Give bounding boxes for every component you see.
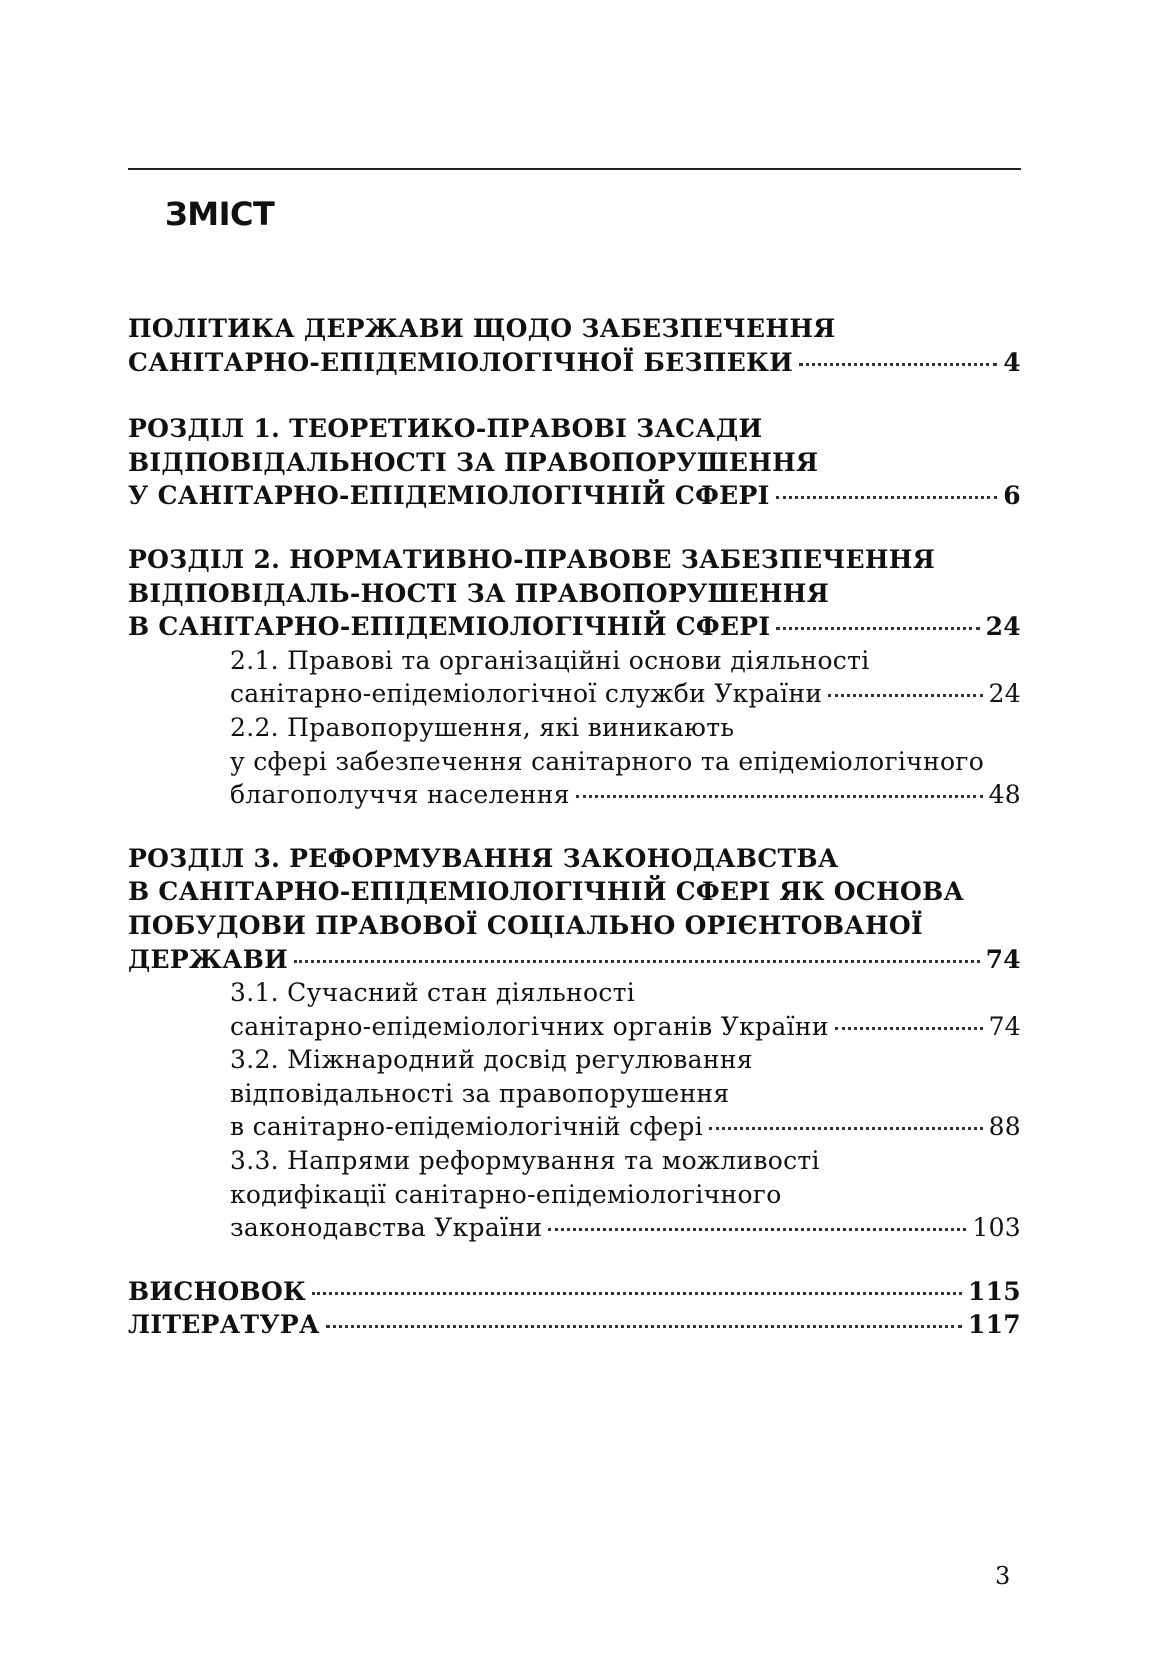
dot-leader	[576, 795, 983, 798]
toc-page-number: 115	[967, 1276, 1021, 1306]
toc-page-number: 74	[985, 944, 1021, 974]
toc-entry-section-2[interactable]	[128, 543, 1021, 644]
toc-entry-line: ВІДПОВІДАЛЬ-НОСТІ ЗА ПРАВОПОРУШЕННЯ	[128, 578, 830, 608]
toc-entry-text: В САНІТАРНО-ЕПІДЕМІОЛОГІЧНІЙ СФЕРІ	[128, 612, 771, 642]
toc-entry-text: благополуччя населення	[230, 780, 570, 810]
dot-leader	[776, 627, 979, 630]
toc-entry-leader-line	[128, 943, 1021, 977]
toc-entry-text: ВИСНОВОК	[128, 1276, 307, 1306]
toc-page-number: 74	[988, 1011, 1021, 1041]
toc-page-number: 24	[985, 612, 1021, 642]
toc-page-number: 24	[988, 679, 1021, 709]
toc-entry-line: РОЗДІЛ 1. ТЕОРЕТИКО-ПРАВОВІ ЗАСАДИ	[128, 414, 763, 444]
toc-entry-leader-line	[230, 1110, 1021, 1144]
toc-entry-line: 2.2. Правопорушення, які виникають	[230, 712, 735, 742]
toc-subentry-3-3[interactable]	[128, 1144, 1021, 1245]
toc-page-number: 6	[1003, 481, 1021, 511]
toc-heading: ЗМІСТ	[165, 195, 275, 233]
toc-entry-line: кодифікації санітарно-епідеміологічного	[230, 1179, 782, 1209]
toc-entry-line: РОЗДІЛ 2. НОРМАТИВНО-ПРАВОВЕ ЗАБЕЗПЕЧЕННЯ	[128, 544, 936, 574]
page-number: 3	[995, 1562, 1011, 1590]
toc-entry-text: санітарно-епідеміологічної служби України	[230, 679, 823, 709]
toc-page-number: 103	[972, 1213, 1021, 1243]
toc-entry-leader-line	[128, 1275, 1021, 1309]
toc-entry-conclusion[interactable]	[128, 1275, 1021, 1309]
toc-entry-line: В САНІТАРНО-ЕПІДЕМІОЛОГІЧНІЙ СФЕРІ ЯК ОСНОВА	[128, 877, 965, 907]
toc-entry-line: ПОБУДОВИ ПРАВОВОЇ СОЦІАЛЬНО ОРІЄНТОВАНОЇ	[128, 910, 923, 940]
toc-entry-text: У САНІТАРНО-ЕПІДЕМІОЛОГІЧНІЙ СФЕРІ	[128, 481, 770, 511]
toc-entry-leader-line	[230, 778, 1021, 812]
dot-leader	[835, 1027, 983, 1030]
toc-entry-leader-line	[230, 677, 1021, 711]
dot-leader	[326, 1325, 962, 1328]
dot-leader	[312, 1292, 962, 1295]
toc-entry-section-1[interactable]	[128, 412, 1021, 513]
toc-entry-section-3[interactable]	[128, 842, 1021, 976]
toc-subentry-3-1[interactable]	[128, 976, 1021, 1043]
toc-entry-text: в санітарно-епідеміологічній сфері	[230, 1112, 704, 1142]
toc-entry-leader-line	[230, 1211, 1021, 1245]
toc-entry-text: ДЕРЖАВИ	[128, 944, 289, 974]
toc-entry-line: у сфері забезпечення санітарного та епідеміологічного	[230, 746, 985, 776]
toc-entry-literature[interactable]	[128, 1308, 1021, 1342]
toc-entry-line: 3.3. Напрями реформування та можливості	[230, 1146, 820, 1176]
toc-entry-text: ЛІТЕРАТУРА	[128, 1310, 320, 1340]
toc-entry-text: законодавства України	[230, 1213, 543, 1243]
toc-entry-line: відповідальності за правопорушення	[230, 1078, 730, 1108]
toc-entry-line: ПОЛІТИКА ДЕРЖАВИ ЩОДО ЗАБЕЗПЕЧЕННЯ	[128, 314, 836, 343]
toc-entry-line: 3.2. Міжнародний досвід регулювання	[230, 1045, 753, 1075]
toc-page-number: 88	[988, 1112, 1021, 1142]
toc-page-number: 4	[1003, 347, 1021, 377]
toc-entry-leader-line	[128, 346, 1021, 380]
toc-entry-line: 2.1. Правові та організаційні основи діяльності	[230, 645, 870, 675]
dot-leader	[828, 694, 982, 697]
toc-subentry-3-2[interactable]	[128, 1043, 1021, 1144]
toc-entry-text: САНІТАРНО-ЕПІДЕМІОЛОГІЧНОЇ БЕЗПЕКИ	[128, 347, 794, 377]
toc-entry-line: РОЗДІЛ 3. РЕФОРМУВАННЯ ЗАКОНОДАВСТВА	[128, 843, 839, 873]
toc-entry-leader-line	[128, 610, 1021, 644]
toc-entry-policy[interactable]	[128, 312, 1021, 379]
toc-entry-leader-line	[128, 479, 1021, 513]
toc-page-number: 48	[988, 780, 1021, 810]
toc-entry-line: 3.1. Сучасний стан діяльності	[230, 978, 636, 1008]
dot-leader	[799, 363, 997, 366]
toc-subentry-2-1[interactable]	[128, 644, 1021, 711]
toc-entry-leader-line	[128, 1308, 1021, 1342]
dot-leader	[294, 960, 980, 963]
toc-entry-line: ВІДПОВІДАЛЬНОСТІ ЗА ПРАВОПОРУШЕННЯ	[128, 447, 819, 477]
toc-page-number: 117	[967, 1310, 1021, 1340]
toc-entry-text: санітарно-епідеміологічних органів України	[230, 1011, 829, 1041]
table-of-contents	[128, 312, 1021, 1342]
dot-leader	[776, 496, 998, 499]
dot-leader	[709, 1127, 983, 1130]
toc-subentry-2-2[interactable]	[128, 711, 1021, 812]
toc-entry-leader-line	[230, 1010, 1021, 1044]
dot-leader	[548, 1228, 966, 1231]
header-rule	[128, 168, 1021, 170]
